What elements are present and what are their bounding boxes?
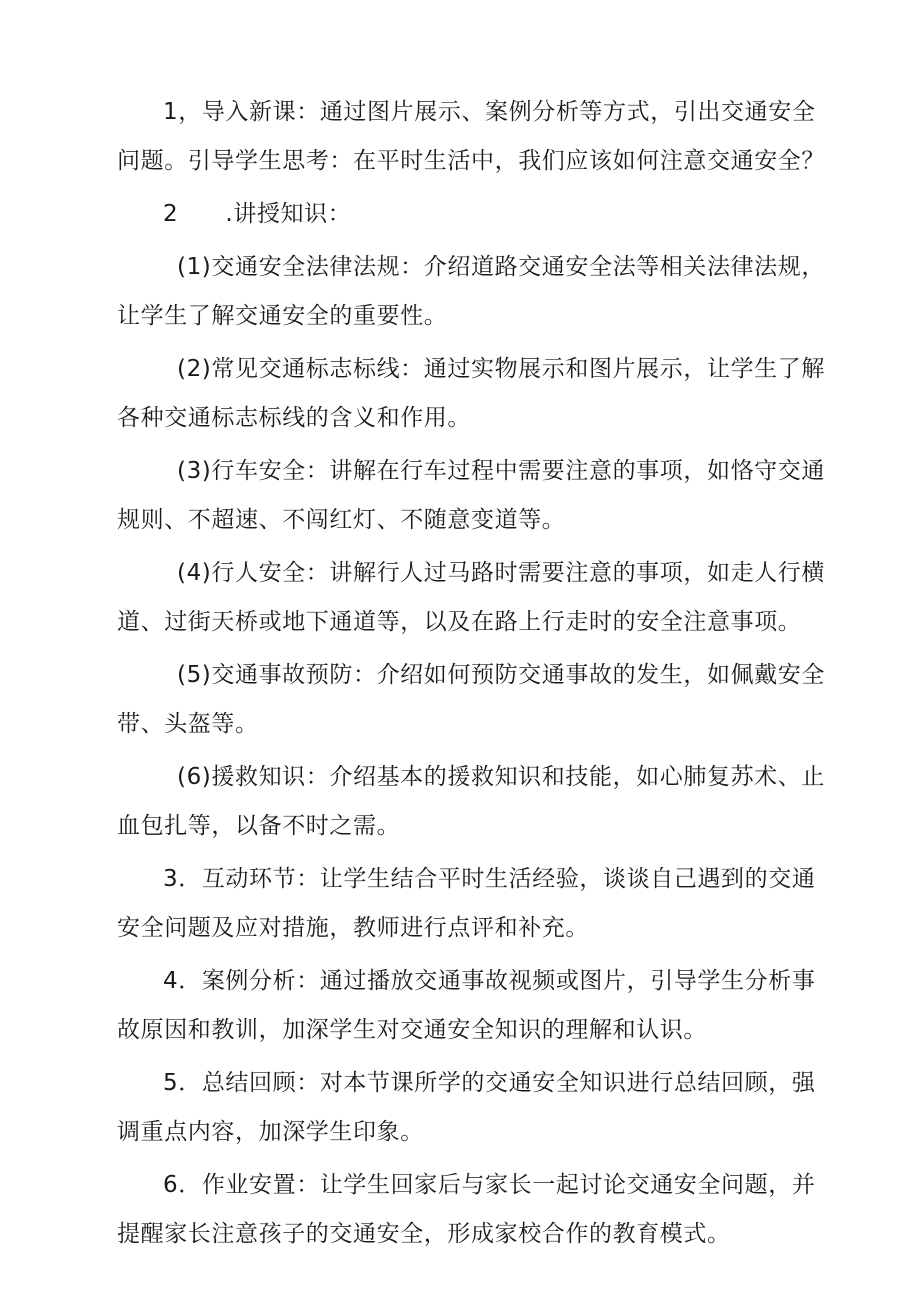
document-body [117,88,835,1263]
step-3-paragraph: 3．互动环节：让学生结合平时生活经验，谈谈自己遇到的交通安全问题及应对措施，教师进行点评和补充。 [117,866,816,941]
knowledge-item-6: (6)援救知识：介绍基本的援救知识和技能，如心肺复苏术、止血包扎等，以备不时之需。 [117,764,825,839]
knowledge-item-4: (4)行人安全：讲解行人过马路时需要注意的事项，如走人行横道、过街天桥或地下通道等，以及在路上行走时的安全注意事项。 [117,560,825,635]
knowledge-item-5: (5)交通事故预防：介绍如何预防交通事故的发生，如佩戴安全带、头盔等。 [117,662,825,737]
step-1-paragraph: 1，导入新课：通过图片展示、案例分析等方式，引出交通安全问题。引导学生思考：在平时生活中，我们应该如何注意交通安全？ [117,99,825,174]
step-5-paragraph: 5．总结回顾：对本节课所学的交通安全知识进行总结回顾，强调重点内容，加深学生印象。 [117,1070,816,1145]
knowledge-item-3: (3)行车安全：讲解在行车过程中需要注意的事项，如恪守交通规则、不超速、不闯红灯、不随意变道等。 [117,458,825,533]
knowledge-item-1: (1)交通安全法律法规：介绍道路交通安全法等相关法律法规，让学生了解交通安全的重要性。 [117,254,825,329]
step-2-heading: 2 .讲授知识： [163,201,352,227]
knowledge-item-2: (2)常见交通标志标线：通过实物展示和图片展示，让学生了解各种交通标志标线的含义和作用。 [117,356,825,431]
step-4-paragraph: 4．案例分析：通过播放交通事故视频或图片，引导学生分析事故原因和教训，加深学生对交通安全知识的理解和认识。 [117,968,816,1043]
step-6-paragraph: 6．作业安置：让学生回家后与家长一起讨论交通安全问题，并提醒家长注意孩子的交通安全，形成家校合作的教育模式。 [117,1172,816,1247]
